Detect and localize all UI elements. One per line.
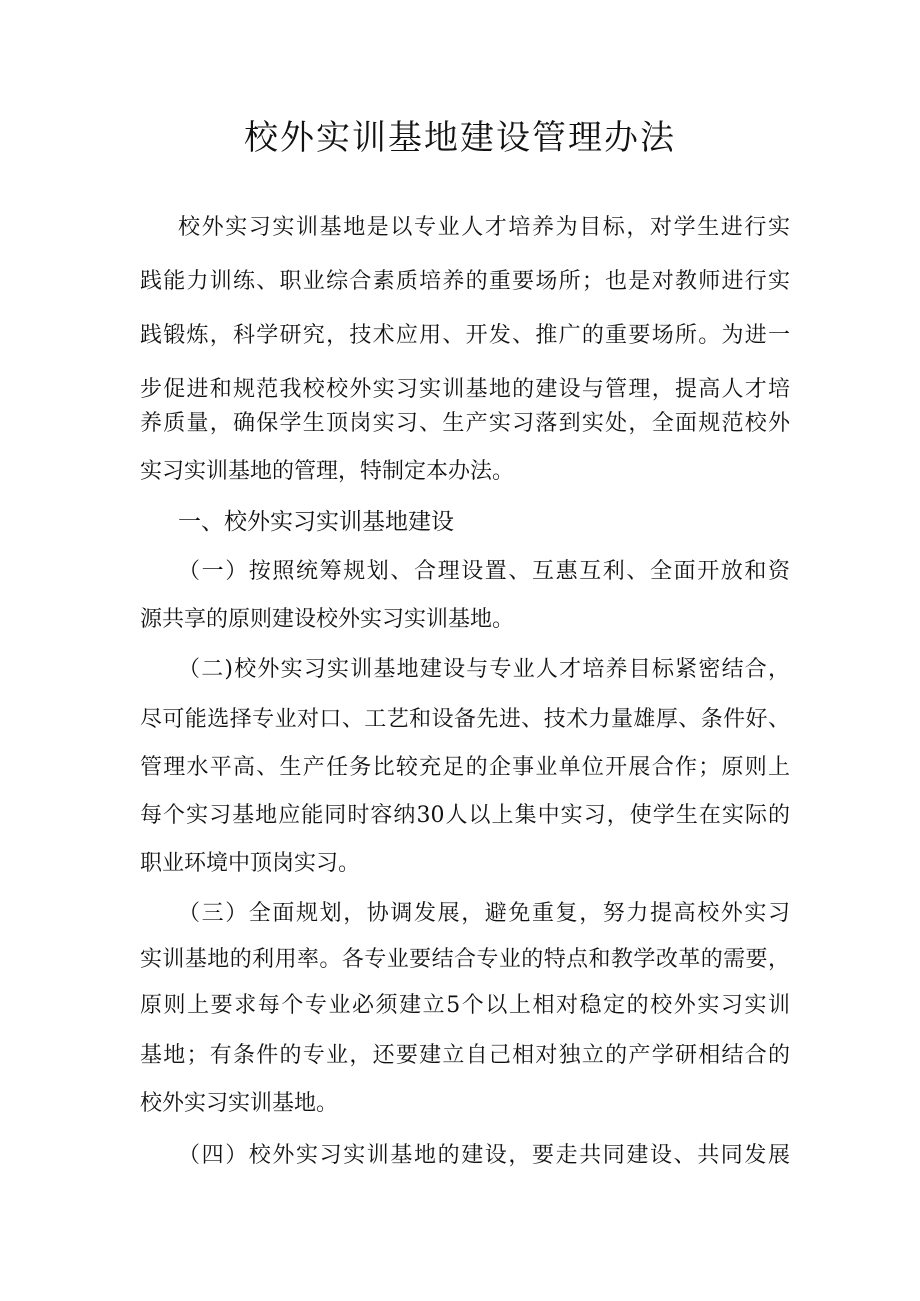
item3-line-5: 校外实习实训基地。 [140, 1091, 339, 1116]
item3-line-4: 基地；有条件的专业，还要建立自己相对独立的产学研相结合的 [140, 1043, 790, 1068]
document-title: 校外实训基地建设管理办法 [244, 118, 676, 158]
item4-line-1: （四）校外实习实训基地的建设，要走共同建设、共同发展 [178, 1143, 790, 1168]
item3-line-1: （三）全面规划，协调发展，避免重复，努力提高校外实习 [178, 901, 790, 926]
item1-line-2: 源共享的原则建设校外实习实训基地。 [140, 607, 515, 632]
item3-line-3: 原则上要求每个专业必须建立5个以上相对稳定的校外实习实训 [140, 993, 790, 1018]
intro-line-2: 践能力训练、职业综合素质培养的重要场所；也是对教师进行实 [140, 269, 790, 294]
item2-line-1: （二)校外实习实训基地建设与专业人才培养目标紧密结合， [178, 657, 790, 682]
item2-line-3: 管理水平高、生产任务比较充足的企事业单位开展合作；原则上 [140, 755, 790, 780]
item2-line-4: 每个实习基地应能同时容纳30人以上集中实习，使学生在实际的 [140, 803, 790, 828]
item3-line-2: 实训基地的利用率。各专业要结合专业的特点和教学改革的需要， [140, 947, 790, 972]
intro-line-6: 实习实训基地的管理，特制定本办法。 [140, 459, 515, 484]
section-heading-1: 一、校外实习实训基地建设 [178, 509, 454, 535]
intro-line-1: 校外实习实训基地是以专业人才培养为目标，对学生进行实 [178, 215, 790, 240]
item2-line-2: 尽可能选择专业对口、工艺和设备先进、技术力量雄厚、条件好、 [140, 707, 790, 732]
item2-line-5: 职业环境中顶岗实习。 [140, 851, 361, 876]
intro-line-5: 养质量，确保学生顶岗实习、生产实习落到实处，全面规范校外 [140, 411, 790, 436]
item1-line-1: （一）按照统筹规划、合理设置、互惠互利、全面开放和资 [178, 559, 790, 584]
intro-line-4: 步促进和规范我校校外实习实训基地的建设与管理，提高人才培 [140, 377, 790, 402]
intro-line-3: 践锻炼，科学研究，技术应用、开发、推广的重要场所。为进一 [140, 323, 790, 348]
